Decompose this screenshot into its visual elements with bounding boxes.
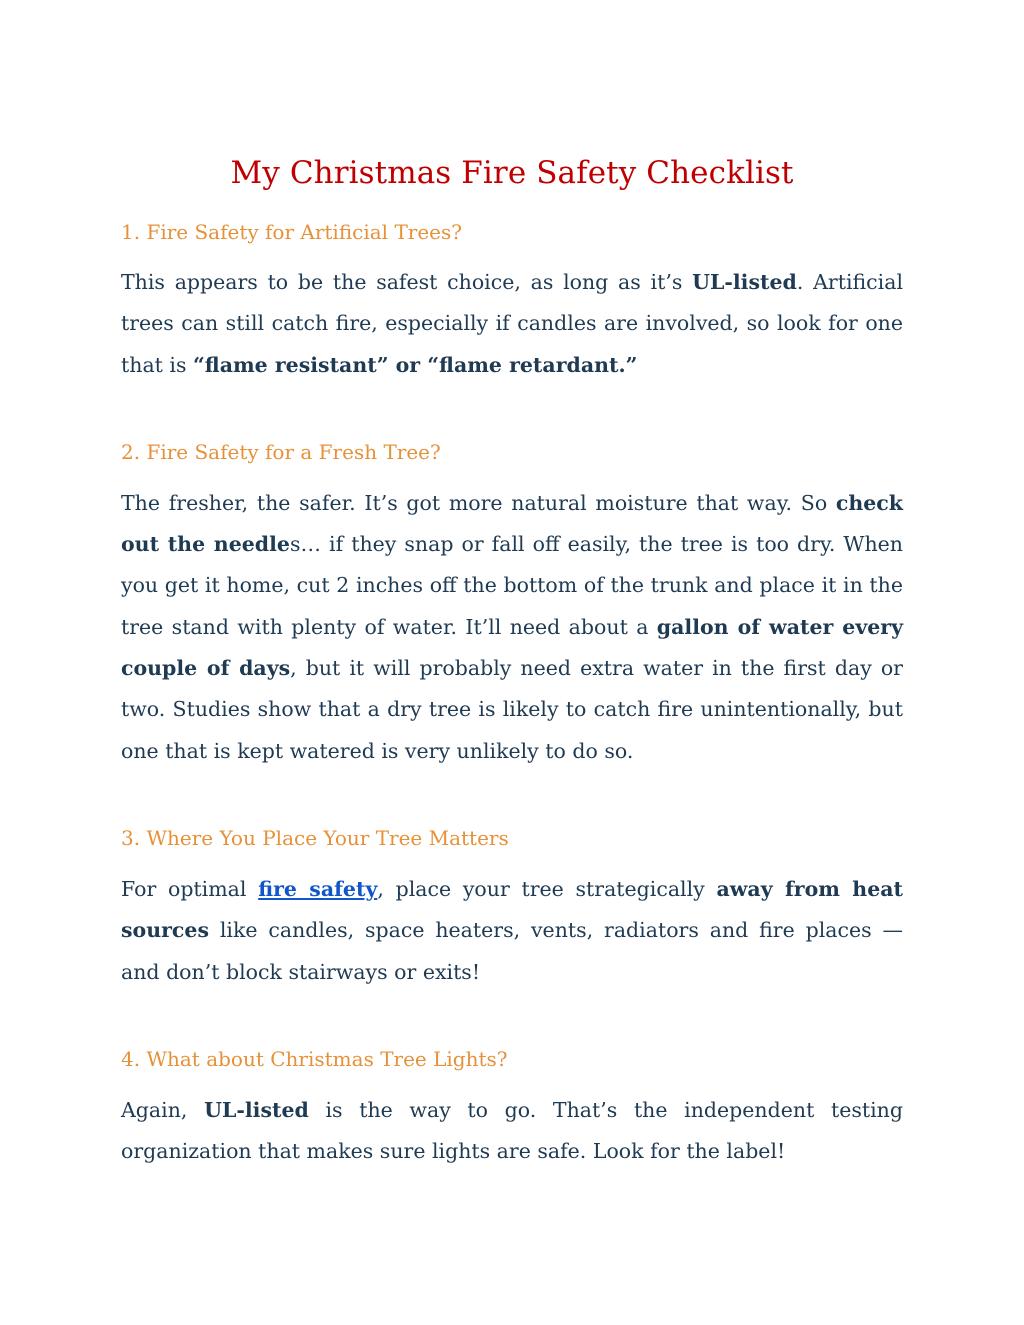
bold-text: away from heat sources xyxy=(121,876,903,943)
text-run: s… if they snap or fall off easily, the tree is too dry. When you get it home, cut 2 inches off the bottom of the trunk and place it in the tree stand with plenty of water. It’ll need about a xyxy=(121,532,903,639)
bold-text: check out the needle xyxy=(121,490,903,557)
section-artificial-trees xyxy=(121,218,903,386)
text-run: . Artificial trees can still catch fire, especially if candles are involved, so look for one that is xyxy=(121,270,904,377)
section-heading: 3. Where You Place Your Tree Matters xyxy=(121,825,509,850)
section-paragraph xyxy=(121,869,903,993)
text-run: is the way to go. That’s the independent testing organization that makes sure lights are safe. Look for the label! xyxy=(121,1097,903,1164)
text-run: For optimal xyxy=(121,876,259,901)
document-page xyxy=(121,148,903,1172)
text-run: The fresher, the safer. It’s got more natural moisture that way. So xyxy=(121,490,836,515)
bold-text: gallon of water every couple of days xyxy=(121,614,904,681)
section-tree-lights xyxy=(121,1045,903,1173)
bold-text: UL-listed xyxy=(692,270,797,294)
section-heading: 1. Fire Safety for Artificial Trees? xyxy=(121,220,462,244)
fire-safety-link[interactable]: fire safety xyxy=(258,876,378,901)
section-paragraph xyxy=(121,1090,903,1173)
section-heading: 2. Fire Safety for a Fresh Tree? xyxy=(121,439,441,464)
section-paragraph xyxy=(121,483,903,772)
section-heading: 4. What about Christmas Tree Lights? xyxy=(121,1046,508,1071)
text-run: like candles, space heaters, vents, radiators and fire places — and don’t block stairways or exits! xyxy=(121,918,903,984)
section-tree-placement xyxy=(121,824,903,993)
text-run: , but it will probably need extra water in the first day or two. Studies show that a dry tree is likely to catch fire unintentionally, but one that is kept watered is very unlikely to do so. xyxy=(121,656,903,763)
text-run: This appears to be the safest choice, as long as it’s xyxy=(121,270,693,294)
section-fresh-tree xyxy=(121,438,903,772)
bold-text: UL-listed xyxy=(204,1097,309,1122)
section-paragraph xyxy=(121,262,903,386)
text-run: , place your tree strategically xyxy=(377,876,717,901)
bold-text: “flame resistant” or “flame retardant.” xyxy=(193,352,638,377)
page-title: My Christmas Fire Safety Checklist xyxy=(230,155,794,191)
text-run: Again, xyxy=(121,1097,205,1122)
